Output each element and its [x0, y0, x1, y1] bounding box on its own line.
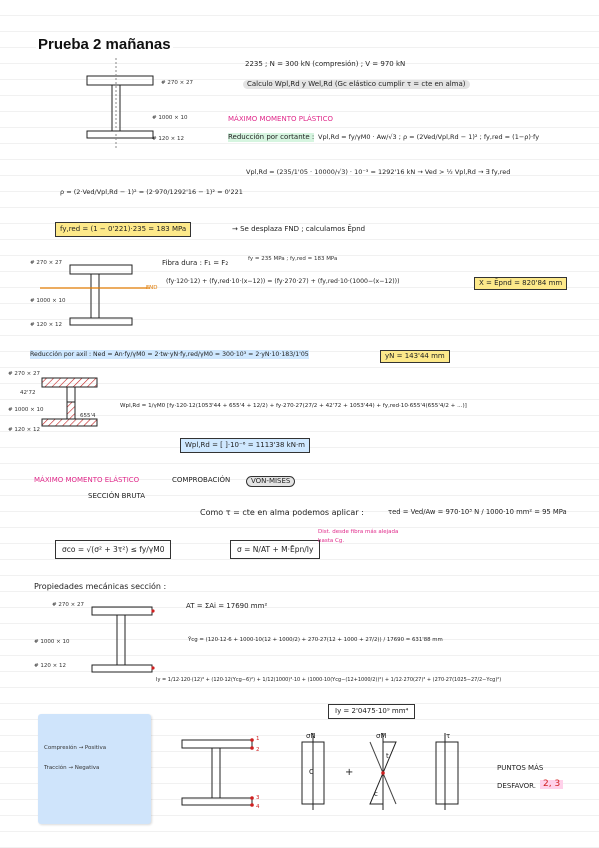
note-compression: Compresión → Positiva [44, 745, 107, 751]
axial-reduction: Reducción por axil : Ned = An·fy/γM0 = 2·tw·yN·fy,red/γM0 = 300·10³ = 2·yN·10·183/1'05 [30, 351, 309, 358]
elastic-moment-heading: MÁXIMO MOMENTO ELÁSTICO [34, 476, 140, 484]
tau-formula: τed = Ved/Aw = 970·10³ N / 1000·10 mm² = 95 MPa [388, 508, 567, 516]
section-properties-heading: Propiedades mecánicas sección : [34, 582, 167, 591]
s2b-flange-top-label: # 270 × 27 [8, 371, 40, 377]
point-3: 3 [256, 795, 260, 801]
ibeam-section4 [92, 607, 155, 672]
vpl-formula: Vpl,Rd = fy/γM0 · Aw/√3 ; ρ = (2Ved/Vpl,Rd − 1)² ; fy,red = (1−ρ)·fy [318, 133, 540, 141]
dim-b: 655'4 [80, 413, 96, 419]
sigma-formula: σ = N/AT + M·Ēpn/Iy [230, 540, 320, 559]
s2b-web-label: # 1000 × 10 [8, 407, 44, 413]
ibeam-section1 [87, 58, 153, 150]
shear-reduction-heading: Reducción por cortante : [228, 133, 315, 141]
yn-result: yN = 143'44 mm [380, 350, 450, 363]
fy-red-result: fy,red = (1 − 0'221)·235 = 183 MPa [55, 222, 191, 237]
s2-flange-top-label: # 270 × 27 [30, 260, 62, 266]
point-4: 4 [256, 804, 260, 810]
fy-values: fy = 235 MPa ; fy,red = 183 MPa [248, 256, 338, 262]
critical-points: 2, 3 [540, 780, 563, 789]
plus-sign: + [345, 767, 354, 778]
s4-flange-top-label: # 270 × 27 [52, 602, 84, 608]
web-label: # 1000 × 10 [152, 115, 188, 121]
wpl-result: Wpl,Rd = [ ]·10⁻⁶ = 1113'38 kN·m [180, 438, 310, 453]
point-2: 2 [256, 747, 260, 753]
tau-label: τ [446, 732, 451, 740]
equilibrium-equation: (fy·120·12) + (fy,red·10·(x−12)) = (fy·270·27) + (fy,red·10·(1000−(x−12))) [166, 278, 400, 285]
desfavor-text: DESFAVOR. [497, 782, 536, 790]
c2-label: c [374, 790, 378, 798]
stress-diagram-ibeam [182, 738, 254, 807]
rho-calc: ρ = (2·Ved/Vpl,Rd − 1)² = (2·970/1292'16 − 1)² = 0'221 [60, 188, 243, 196]
s2b-flange-bottom-label: # 120 × 12 [8, 427, 40, 433]
von-mises-label: VON-MISES [246, 476, 295, 487]
flange-bottom-label: # 120 × 12 [152, 136, 184, 142]
c-label: C [309, 768, 314, 776]
point-1: 1 [256, 736, 260, 742]
note-tension: Tracción → Negativa [44, 765, 100, 771]
puntos-text: PUNTOS MÁS [497, 764, 544, 772]
sigma-n-label: σN [306, 732, 316, 740]
calc-description: Calculo Wpl,Rd y Wel,Rd (Gc elástico cumplir τ = cte en alma) [243, 80, 470, 89]
dim-a: 42'72 [20, 390, 36, 396]
ibeam-section2 [40, 265, 150, 325]
wpl-equation: Wpl,Rd = 1/γM0 [fy·120·12(1053'44 + 655'4 + 12/2) + fy·270·27(27/2 + 42'72 + 1053'44) + fy,red·10·655'4(655'4/2 + ...)] [120, 403, 467, 409]
fnd-shift-text: → Se desplaza FND ; calculamos Ēpnd [232, 225, 366, 233]
seccion-bruta-label: SECCIÓN BRUTA [88, 492, 145, 500]
alma-text: Como τ = cte en alma podemos aplicar : [200, 508, 364, 517]
s2-flange-bottom-label: # 120 × 12 [30, 322, 62, 328]
comprobacion-label: COMPROBACIÓN [172, 476, 231, 484]
fibra-text: Fibra dura : F₁ = F₂ [162, 259, 229, 267]
iy-result: Iy = 2'0475·10⁹ mm⁴ [328, 704, 415, 719]
load-data: 2235 ; N = 300 kN (compresión) ; V = 970 kN [245, 60, 406, 68]
stress-diagram-tau [436, 733, 458, 810]
s2-web-label: # 1000 × 10 [30, 298, 66, 304]
fnd-label: FND [146, 285, 158, 291]
x-result: X = Ēpnd = 820'84 mm [474, 277, 567, 290]
sigma-m-label: σM [376, 732, 387, 740]
von-mises-formula: σco = √(σ² + 3τ²) ≤ fy/γM0 [55, 540, 171, 559]
plastic-moment-heading: MÁXIMO MOMENTO PLÁSTICO [228, 115, 333, 123]
flange-top-label: # 270 × 27 [161, 80, 193, 86]
vpl-value: Vpl,Rd = (235/1'05 · 10000/√3) · 10⁻³ = 1292'16 kN → Ved > ½ Vpl,Rd → ∃ fy,red [246, 168, 511, 176]
t-label: t [386, 752, 389, 760]
ycg-formula: Ȳcg = (120·12·6 + 1000·10(12 + 1000/2) + 270·27(12 + 1000 + 27/2)) / 17690 = 631'88 mm [188, 637, 443, 643]
s4-web-label: # 1000 × 10 [34, 639, 70, 645]
s4-flange-bottom-label: # 120 × 12 [34, 663, 66, 669]
iy-formula: Iy = 1/12·120·(12)³ + (120·12(Ycg−6)²) + 1/12(1000)³·10 + (1000·10(Ycg−(12+1000/2))²) + 1/12·270(27)³ + (270·27(1025−27/2−Ycg)²) [156, 677, 502, 683]
sign-convention-note [38, 714, 151, 824]
page-title: Prueba 2 mañanas [38, 36, 171, 53]
distance-note: Dist. desde fibra más alejada hasta Cg. [318, 529, 399, 544]
area-total: AT = ΣAi = 17690 mm² [186, 602, 268, 610]
